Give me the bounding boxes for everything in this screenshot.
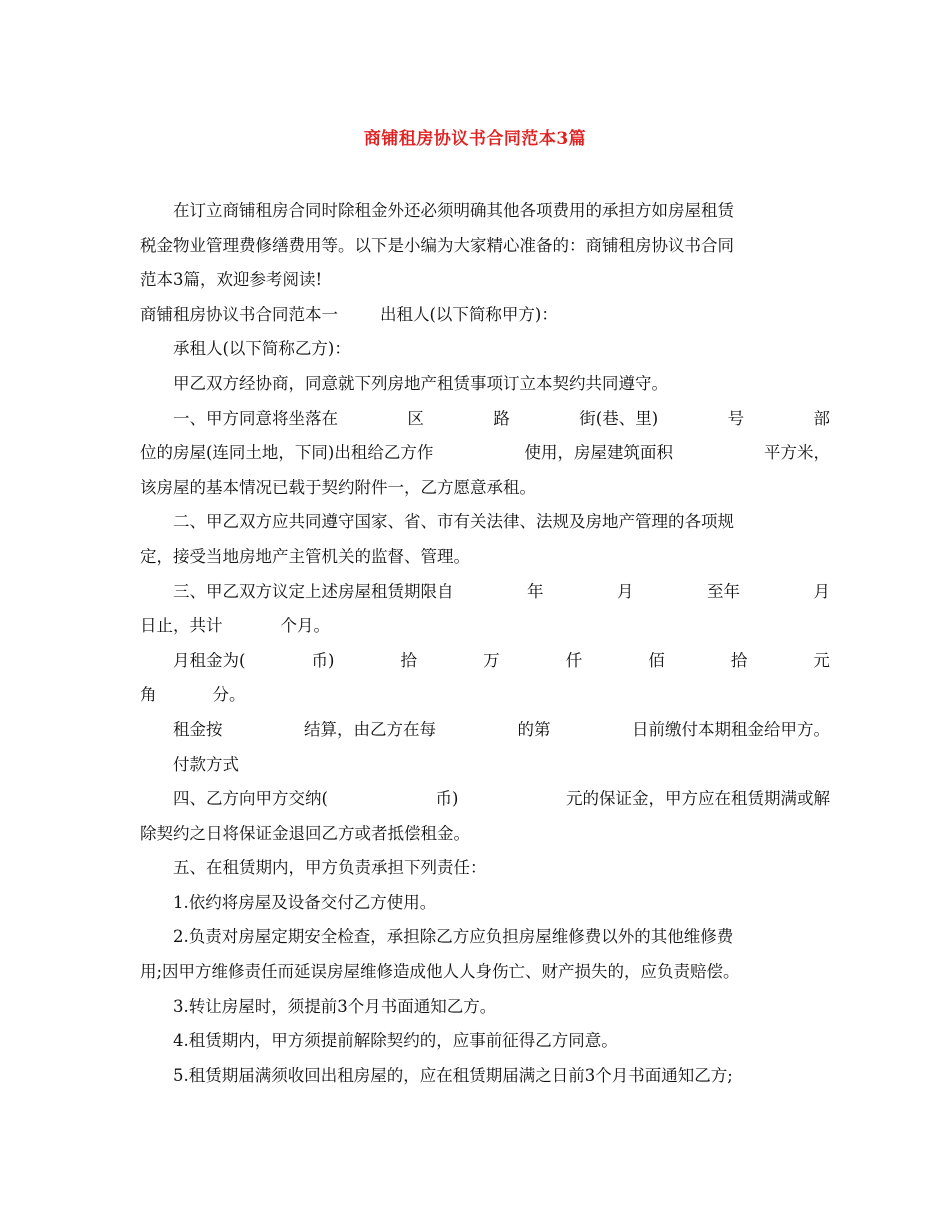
clause1-part: 使用，房屋建筑面积 (524, 443, 673, 463)
clause4-part: 四、乙方向甲方交纳( (173, 789, 328, 809)
clause5-item-5: 5.租赁期届满须收回出租房屋的，应在租赁期届满之日前3个月书面通知乙方; (173, 1065, 733, 1085)
clause1-part: 一、甲方同意将坐落在 (173, 408, 338, 428)
clause5-item-4: 4.租赁期内，甲方须提前解除契约的，应事前征得乙方同意。 (173, 1031, 618, 1051)
clause1-part: 路 (493, 408, 510, 428)
clause4-line-1 (140, 782, 830, 817)
rent-part: 佰 (648, 650, 665, 670)
clause1-line-3: 该房屋的基本情况已载于契约附件一，乙方愿意承租。 (140, 477, 536, 497)
clause1-part: 平方米， (764, 443, 830, 463)
rent-part: 月租金为( (173, 650, 246, 670)
clause5-heading: 五、在租赁期内，甲方负责承担下列责任： (173, 858, 487, 878)
lessor-label: 出租人(以下简称甲方)： (380, 304, 558, 324)
intro-line-2: 税金物业管理费修缮费用等。以下是小编为大家精心准备的：商铺租房协议书合同 (140, 235, 734, 255)
agreement-line: 甲乙双方经协商，同意就下列房地产租赁事项订立本契约共同遵守。 (173, 373, 668, 393)
rent-line-2 (140, 678, 830, 713)
rent-part: 仟 (565, 650, 583, 670)
rent-part: 元 (813, 650, 830, 670)
clause5-item-2-line-1: 2.负责对房屋定期安全检查，承担除乙方应负担房屋维修费以外的其他维修费 (173, 927, 734, 947)
clause3-line-2 (140, 609, 830, 644)
payment-part: 结算，由乙方在每 (304, 719, 436, 739)
clause4-part: 元的保证金，甲方应在租赁期满或解 (566, 789, 830, 809)
clause1-part: 号 (727, 408, 745, 428)
lessee-label: 承租人(以下简称乙方)： (173, 339, 351, 359)
clause1-line-2 (140, 436, 830, 471)
payment-method: 付款方式 (173, 754, 239, 774)
intro-line-1: 在订立商铺租房合同时除租金外还必须明确其他各项费用的承担方如房屋租赁 (173, 201, 734, 220)
clause5-item-3: 3.转让房屋时，须提前3个月书面通知乙方。 (173, 996, 497, 1016)
intro-line-3: 范本3篇，欢迎参考阅读! (140, 270, 323, 290)
clause3-part: 至年 (707, 581, 740, 601)
clause3-part: 日止，共计 (140, 616, 223, 636)
payment-part: 日前缴付本期租金给甲方。 (632, 719, 830, 739)
clause1-part: 部 (813, 408, 830, 428)
rent-part: 币) (311, 650, 335, 670)
rent-line-1 (140, 644, 830, 679)
clause1-part: 位的房屋(连同土地，下同)出租给乙方作 (140, 443, 434, 463)
payment-part: 的第 (517, 719, 551, 739)
section-one-heading: 商铺租房协议书合同范本一 (140, 304, 338, 324)
payment-part: 租金按 (173, 719, 223, 739)
rent-part: 拾 (730, 650, 748, 670)
clause4-line-2: 除契约之日将保证金退回乙方或者抵偿租金。 (140, 823, 470, 843)
clause3-part: 月 (813, 581, 830, 601)
clause3-part: 个月。 (280, 616, 330, 636)
clause3-line-1 (140, 575, 830, 610)
rent-part: 分。 (212, 685, 246, 705)
clause1-part: 街(巷、里) (579, 408, 659, 428)
clause5-item-1: 1.依约将房屋及设备交付乙方使用。 (173, 892, 437, 912)
section-one-line (140, 298, 830, 333)
payment-line (140, 713, 830, 748)
document-title: 商铺租房协议书合同范本3篇 (363, 129, 587, 149)
clause4-part: 币) (435, 789, 459, 809)
clause5-item-2-line-2: 用;因甲方维修责任而延误房屋维修造成他人人身伤亡、财产损失的，应负责赔偿。 (140, 962, 740, 982)
clause1-part: 区 (407, 408, 424, 428)
document-body (140, 194, 830, 1093)
clause3-part: 三、甲乙双方议定上述房屋租赁期限自 (173, 581, 454, 601)
rent-part: 万 (483, 650, 500, 670)
rent-part: 角 (140, 685, 157, 705)
clause3-part: 年 (527, 581, 544, 601)
rent-part: 拾 (400, 650, 418, 670)
clause3-part: 月 (617, 581, 634, 601)
clause1-line-1 (140, 402, 830, 437)
clause2-line-2: 定，接受当地房地产主管机关的监督、管理。 (140, 546, 470, 566)
clause2-line-1: 二、甲乙双方应共同遵守国家、省、市有关法律、法规及房地产管理的各项规 (173, 512, 734, 532)
